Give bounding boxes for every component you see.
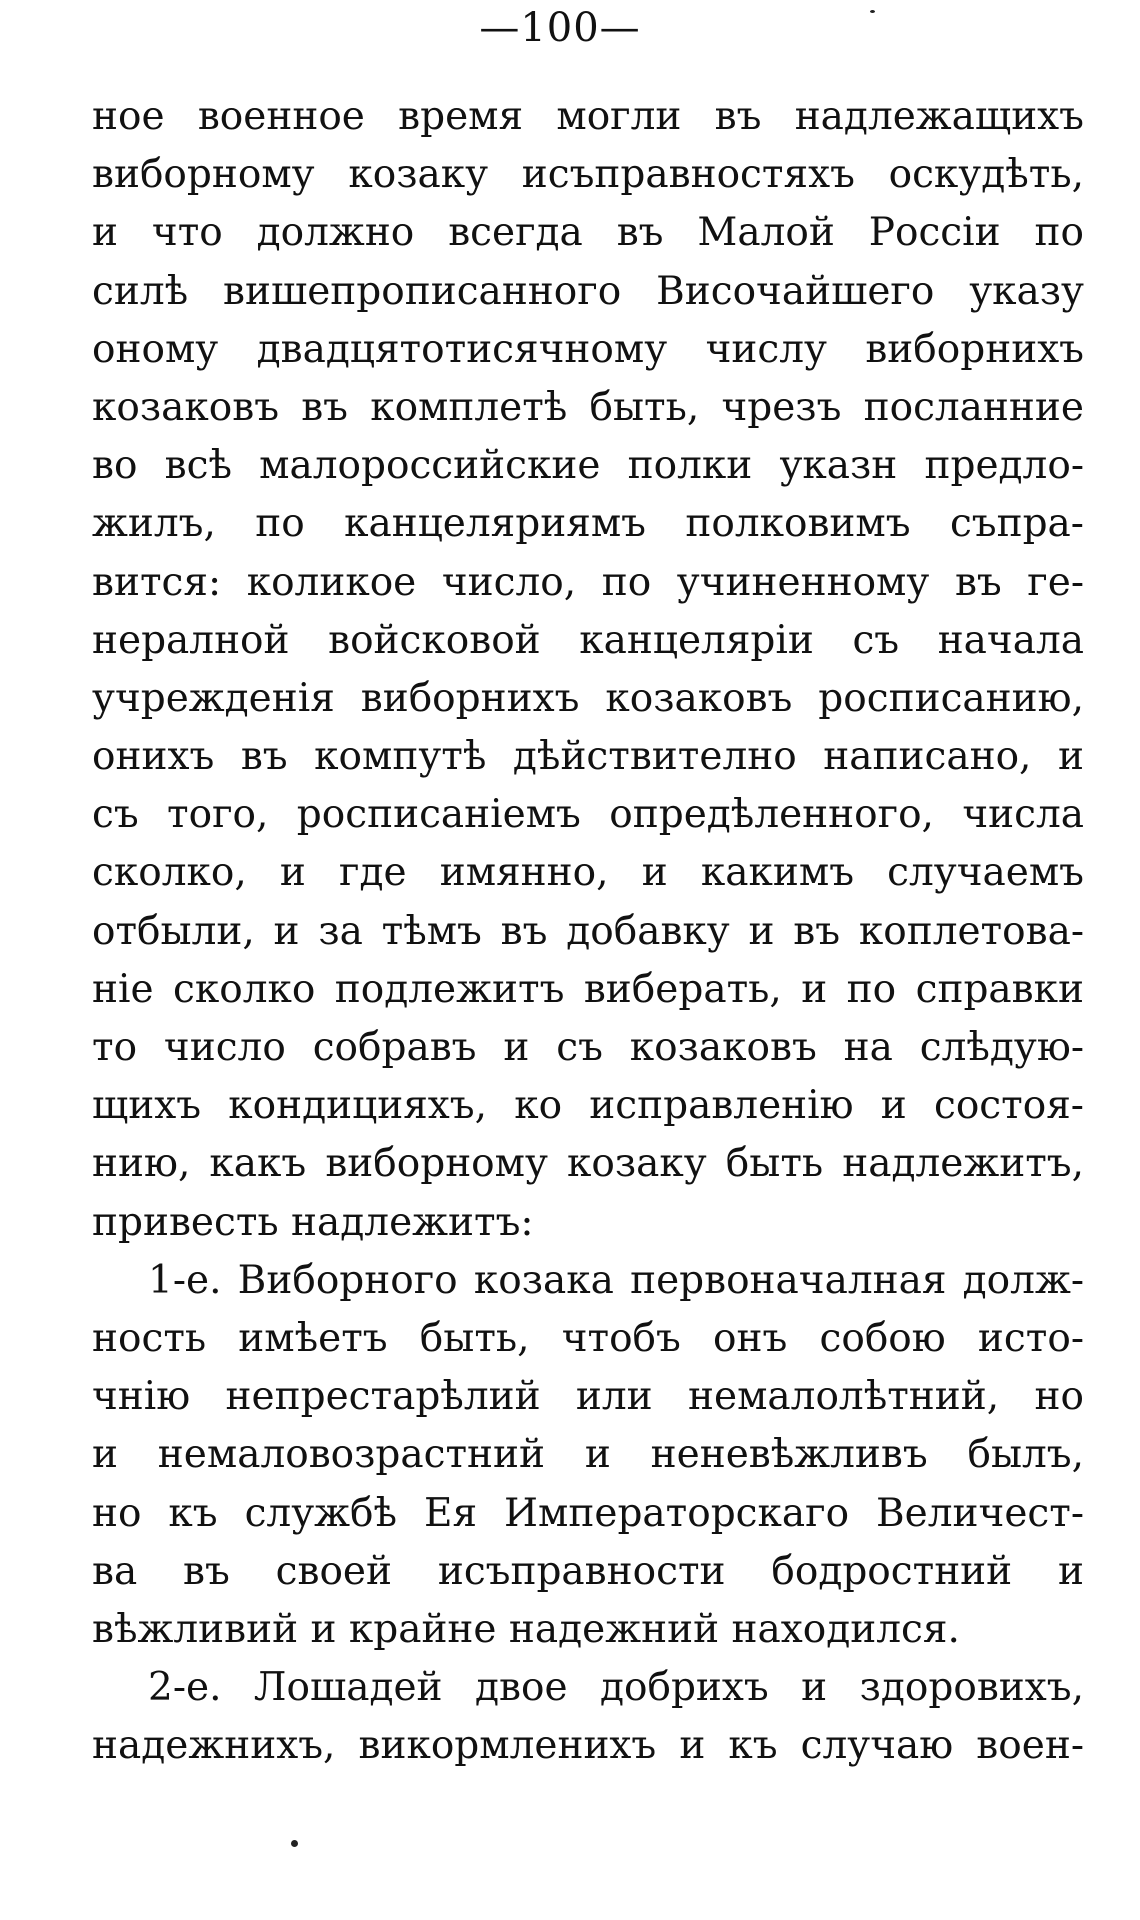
text-line: и что должно всегда въ Малой Россіи по xyxy=(92,210,1084,256)
text-line: сколко, и где имянно, и какимъ случаемъ xyxy=(92,850,1084,896)
text-line: ность имѣетъ быть, чтобъ онъ собою исто- xyxy=(92,1315,1084,1361)
text-line: но къ службѣ Ея Императорскаго Величест- xyxy=(92,1490,1084,1536)
text-line: нералной войсковой канцеляріи съ начала xyxy=(92,617,1084,663)
body-text xyxy=(92,88,1084,1775)
ink-speck xyxy=(291,1840,298,1847)
text-line: чнію непрестарѣлий или немалолѣтний, но xyxy=(92,1374,1084,1420)
text-line: вѣжливий и крайне надежний находился. xyxy=(92,1606,960,1652)
text-line: онихъ въ компутѣ дѣйствително написано, и xyxy=(92,734,1084,780)
text-line: ніе сколко подлежитъ виберать, и по справки xyxy=(92,966,1084,1012)
text-line: съ того, росписаніемъ опредѣленного, числа xyxy=(92,792,1084,838)
text-line: 1-е. Виборного козака первоначалная долж- xyxy=(148,1257,1084,1303)
ink-speck xyxy=(870,10,875,13)
text-line: ва въ своей исъправности бодростний и xyxy=(92,1548,1084,1594)
text-line: то число собравъ и съ козаковъ на слѣдую- xyxy=(92,1025,1084,1070)
text-line: жилъ, по канцеляриямъ полковимъ съпра- xyxy=(92,501,1084,547)
text-line: оному двадцятотисячному числу виборнихъ xyxy=(92,326,1084,372)
text-line: вится: коликое число, по учиненному въ ге- xyxy=(92,559,1084,605)
text-line: привесть надлежитъ: xyxy=(92,1199,534,1245)
text-line: виборному козаку исъправностяхъ оскудѣть, xyxy=(92,152,1084,198)
text-line: отбыли, и за тѣмъ въ добавку и въ коплетова- xyxy=(92,908,1084,954)
text-line: ное военное время могли въ надлежащихъ xyxy=(92,94,1084,139)
text-line: во всѣ малороссийские полки указн предло- xyxy=(92,443,1084,489)
text-line: надежнихъ, викормленихъ и къ случаю воен- xyxy=(92,1723,1084,1769)
page-number: —100— xyxy=(479,5,641,51)
text-line: силѣ вишепрописанного Височайшего указу xyxy=(92,268,1084,314)
text-line: нию, какъ виборному козаку быть надлежитъ, xyxy=(92,1141,1084,1187)
text-line: и немаловозрастний и неневѣжливъ былъ, xyxy=(92,1432,1084,1478)
text-line: щихъ кондицияхъ, ко исправленію и состоя- xyxy=(92,1083,1084,1129)
text-line: учрежденія виборнихъ козаковъ росписанию, xyxy=(92,675,1084,721)
text-line: 2-е. Лошадей двое добрихъ и здоровихъ, xyxy=(148,1665,1084,1711)
text-line: козаковъ въ комплетѣ быть, чрезъ посланние xyxy=(92,384,1084,430)
